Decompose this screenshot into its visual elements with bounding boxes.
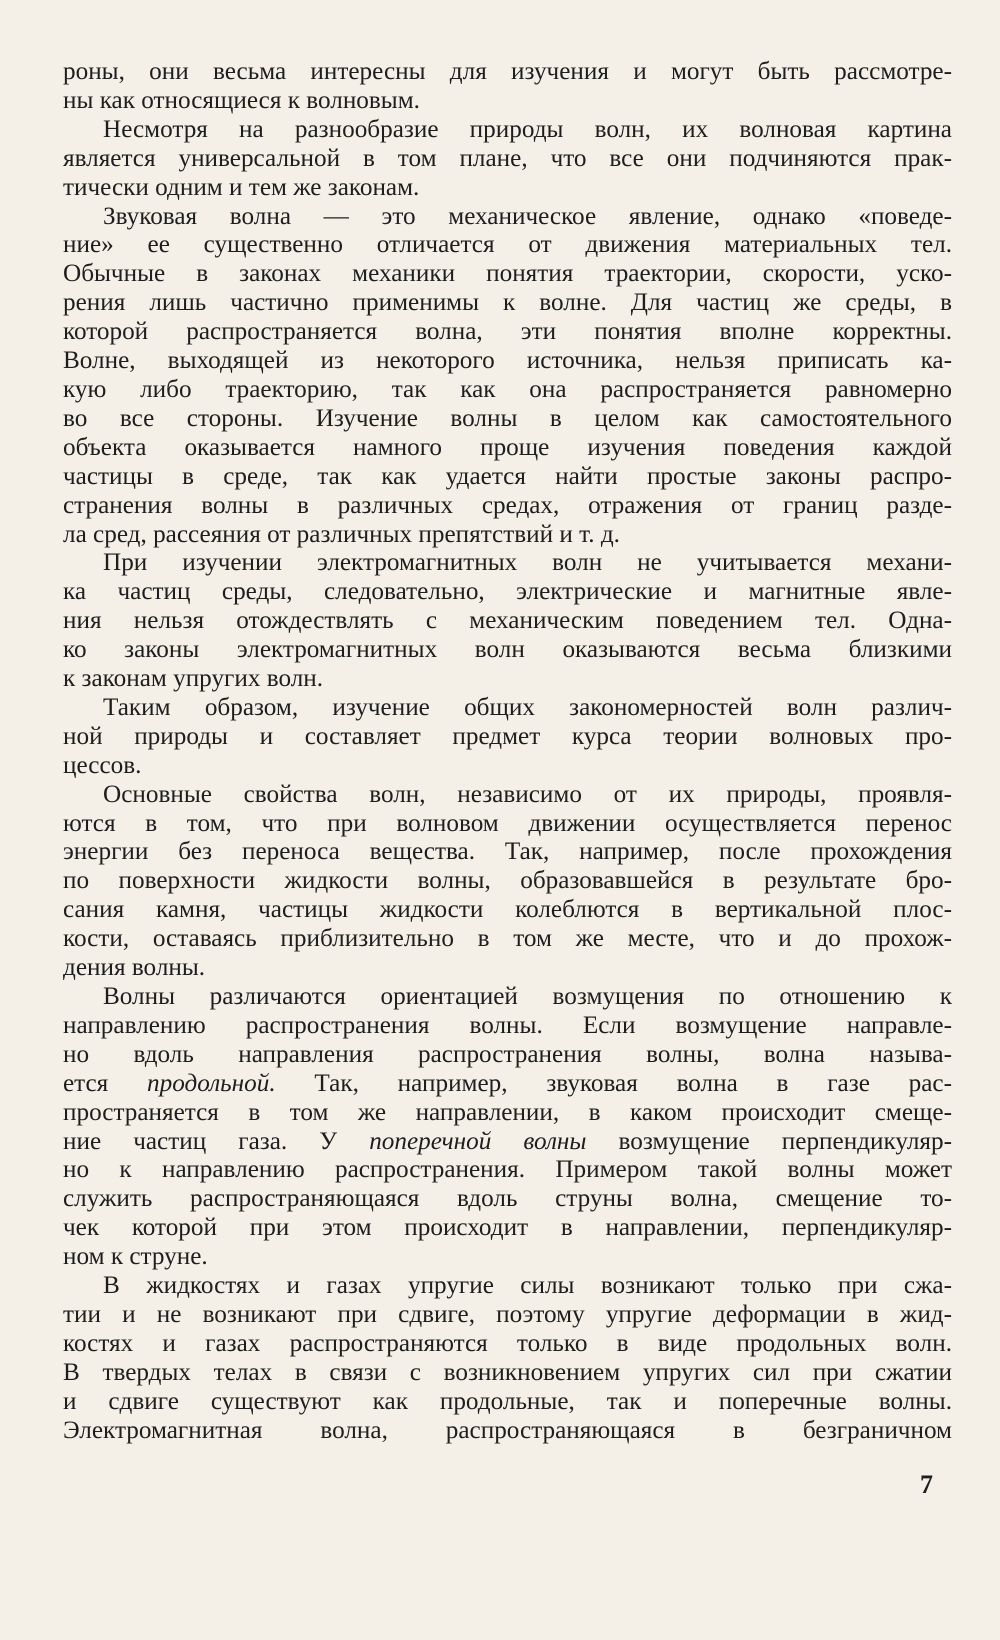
text-line: роны, они весьма интересны для изучения и могут быть рассмотре- — [63, 58, 952, 85]
text-line: но вдоль направления распространения волны, волна называ- — [63, 1040, 952, 1068]
text-line: Несмотря на разнообразие природы волн, их волновая картина — [103, 115, 952, 143]
text-line — [63, 1070, 952, 1099]
text-line: Волне, выходящей из некоторого источника, нельзя приписать ка- — [63, 347, 952, 375]
text-line: ном к струне. — [63, 1243, 208, 1271]
text-line: ние» ее существенно отличается от движения материальных тел. — [63, 231, 952, 259]
text-line: направлению распространения волны. Если возмущение направле- — [63, 1011, 952, 1039]
text-line: но к направлению распространения. Примером такой волны может — [63, 1156, 952, 1184]
text-line: к законам упругих волн. — [63, 665, 324, 693]
text-line: объекта оказывается намного проще изучения поведения каждой — [63, 433, 952, 461]
text-line: цессов. — [63, 751, 142, 779]
text-line: Электромагнитная волна, распространяющаяся в безграничном — [63, 1416, 952, 1444]
text-line: кости, оставаясь приблизительно в том же месте, что и до прохож- — [63, 925, 952, 953]
text-line: Звуковая волна — это механическое явление, однако «поведе- — [103, 202, 952, 230]
text-line: Обычные в законах механики понятия траектории, скорости, уско- — [63, 260, 952, 288]
text-line: является универсальной в том плане, что все они подчиняются прак- — [63, 144, 952, 172]
line-segment: Так, например, звуковая волна в газе рас- — [275, 1069, 952, 1097]
text-line: В твердых телах в связи с возникновением упругих сил при сжатии — [63, 1358, 952, 1386]
text-line: рения лишь частично применимы к волне. Для частиц же среды, в — [63, 289, 952, 317]
text-line: В жидкостях и газах упругие силы возникают только при сжа- — [103, 1272, 952, 1300]
text-line: При изучении электромагнитных волн не учитывается механи- — [103, 549, 952, 577]
text-line: ны как относящиеся к волновым. — [63, 86, 420, 114]
text-line: тии и не возникают при сдвиге, поэтому упругие деформации в жид- — [63, 1300, 952, 1328]
italic-term-longitudinal: продольной. — [147, 1069, 276, 1097]
text-line: ются в том, что при волновом движении осуществляется перенос — [63, 809, 952, 837]
text-line: служить распространяющаяся вдоль струны волна, смещение то- — [63, 1185, 952, 1213]
text-line: костях и газах распространяются только в виде продольных волн. — [63, 1329, 952, 1357]
text-line: ной природы и составляет предмет курса теории волновых про- — [63, 722, 952, 750]
italic-term-transverse: поперечной волны — [369, 1127, 587, 1155]
text-line: ла сред, рассеяния от различных препятствий и т. д. — [63, 520, 620, 548]
text-line: Основные свойства волн, независимо от их природы, проявля- — [103, 780, 952, 808]
text-line: ка частиц среды, следовательно, электрические и магнитные явле- — [63, 578, 952, 606]
text-line: сания камня, частицы жидкости колеблются в вертикальной плос- — [63, 896, 952, 924]
text-line — [63, 1128, 952, 1157]
body-text — [63, 58, 952, 1446]
text-line: энергии без переноса вещества. Так, например, после прохождения — [63, 838, 952, 866]
text-line: ния нельзя отождествлять с механическим поведением тел. Одна- — [63, 607, 952, 635]
text-line: частицы в среде, так как удается найти простые законы распро- — [63, 462, 952, 490]
line-segment: ется — [63, 1069, 148, 1097]
text-line: которой распространяется волна, эти понятия вполне корректны. — [63, 318, 952, 346]
text-line: во все стороны. Изучение волны в целом как самостоятельного — [63, 404, 952, 432]
text-line: по поверхности жидкости волны, образовавшейся в результате бро- — [63, 867, 952, 895]
page-number: 7 — [920, 1470, 933, 1499]
text-line: кую либо траекторию, так как она распространяется равномерно — [63, 375, 952, 403]
text-line: Волны различаются ориентацией возмущения по отношению к — [103, 983, 952, 1010]
text-line: дения волны. — [63, 954, 206, 982]
text-line: ко законы электромагнитных волн оказываются весьма близкими — [63, 636, 952, 664]
text-line: тически одним и тем же законам. — [63, 173, 420, 201]
line-segment: ние частиц газа. У — [63, 1127, 370, 1155]
text-line: странения волны в различных средах, отражения от границ разде- — [63, 491, 952, 519]
text-line: чек которой при этом происходит в направлении, перпендикуляр- — [63, 1214, 952, 1242]
line-segment: возмущение перпендикуляр- — [586, 1127, 952, 1155]
text-line: Таким образом, изучение общих закономерностей волн различ- — [103, 693, 952, 721]
text-line: и сдвиге существуют как продольные, так и поперечные волны. — [63, 1387, 952, 1415]
text-line: пространяется в том же направлении, в каком происходит смеще- — [63, 1098, 952, 1126]
